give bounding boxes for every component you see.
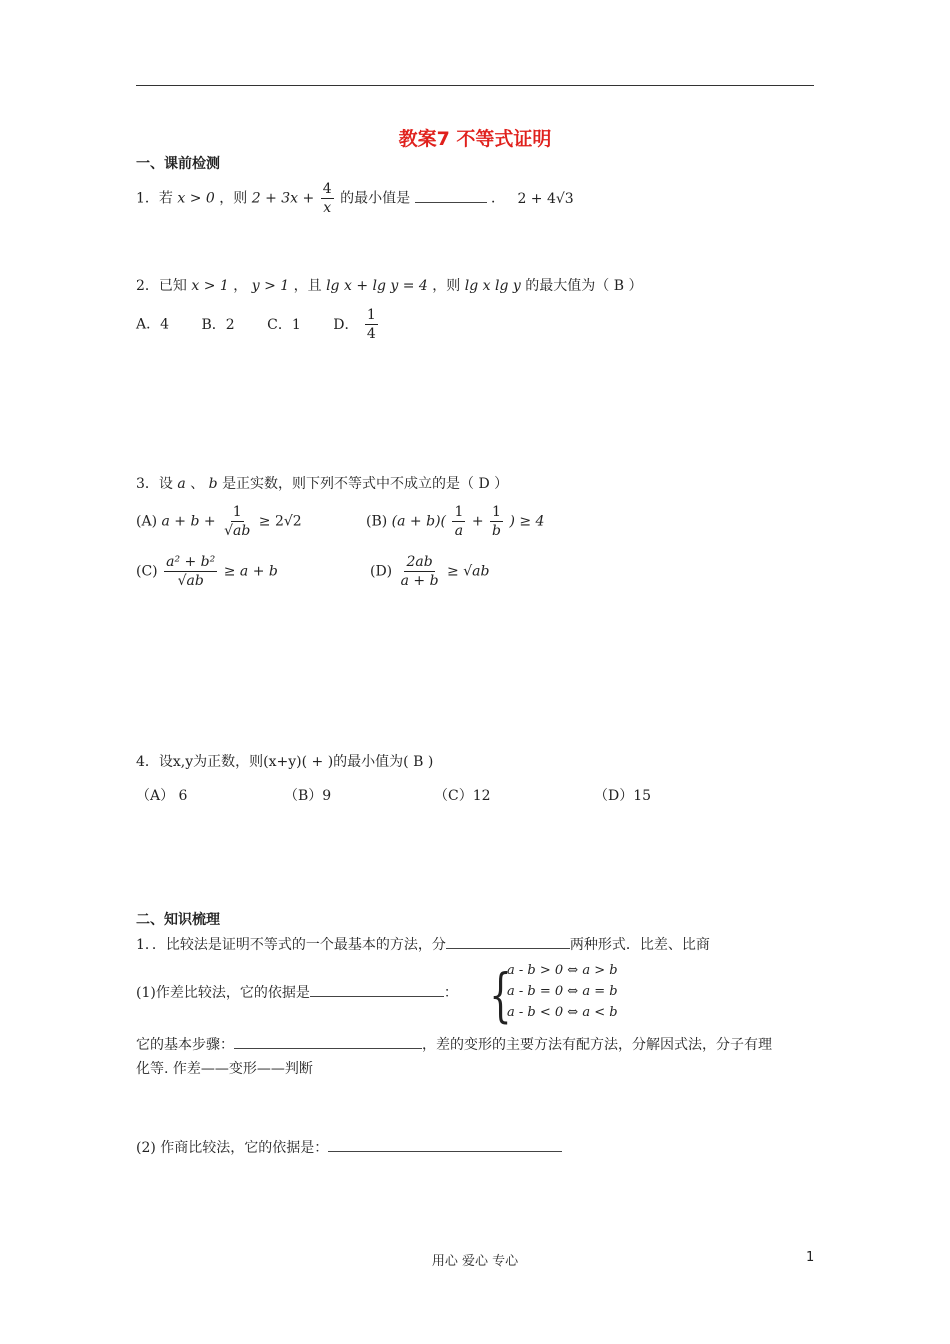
fill-blank[interactable] (234, 1036, 422, 1049)
fraction: $\frac{\text{a² + b²}}{√ab}$ (166, 554, 216, 589)
page-title: 教案7 不等式证明 (398, 128, 552, 150)
system-line-1: a - b > 0 ⇔ a > b (507, 963, 618, 978)
fraction: $\frac{2ab}{a + b}$ (400, 554, 439, 589)
system-line-3: a - b < 0 ⇔ a < b (507, 1005, 618, 1020)
fraction: $\frac{1}{√ab}$ (224, 504, 251, 539)
section-heading-1: 一、课前检测 (136, 156, 220, 172)
fraction: $\frac{4}{x}$ (322, 181, 332, 216)
question-4-option-a: （A） 6 (136, 788, 188, 804)
question-4-option-d: （D）15 (594, 788, 652, 804)
question-4: 4．设x,y为正数，则(x+y)( + )的最小值为( B ) (136, 754, 434, 770)
option-d: D． (333, 316, 359, 333)
option-b: (B) (a + b)( $\frac{1}{a}$ + $\frac{1}{b}$ ) ≥ 4 (366, 504, 545, 539)
answer-blank[interactable] (415, 190, 487, 203)
system-line-2: a - b = 0 ⇔ a = b (507, 984, 618, 999)
option-c: (C) $\frac{\text{a² + b²}}{√ab}$ ≥ a + b (136, 554, 278, 589)
fill-blank[interactable] (310, 984, 444, 997)
section-heading-2: 二、知识梳理 (136, 912, 220, 928)
fraction: $\frac{1}{a}$ (454, 504, 464, 539)
page-footer: 用心 爱心 专心 (431, 1254, 519, 1269)
answer: 2 + 4√3 (517, 190, 574, 207)
fill-blank[interactable] (446, 936, 570, 949)
question-4-option-b: （B）9 (284, 788, 332, 804)
knowledge-line-1: 1．．比较法是证明不等式的一个最基本的方法，分 两种形式．比差、比商 (136, 937, 710, 953)
question-2-options (136, 306, 380, 343)
left-brace: { (489, 961, 512, 1029)
knowledge-line-2: (1)作差比较法，它的依据是 ： (136, 985, 458, 1001)
option-a: (A) a + b + $\frac{1}{√ab}$ ≥ 2√2 (136, 504, 302, 539)
question-3: 3．设 a 、 b 是正实数，则下列不等式中不成立的是（ D ） (136, 476, 509, 492)
option-c: C．1 (267, 316, 301, 333)
knowledge-line-4: 化等. 作差——变形——判断 (136, 1061, 313, 1077)
option-b: B．2 (201, 316, 235, 333)
option-a: A．4 (136, 316, 170, 333)
option-d: (D) $\frac{2ab}{a + b}$ ≥ √ab (370, 554, 490, 589)
page-number: 1 (806, 1250, 815, 1265)
knowledge-line-5: (2) 作商比较法，它的依据是： (136, 1137, 562, 1157)
fraction: $\frac{1}{b}$ (492, 504, 501, 539)
fraction: $\frac{1}{4}$ (366, 307, 376, 342)
question-4-option-c: （C）12 (434, 788, 491, 804)
question-1: 1．若 x > 0 ，则 2 + 3x + $\frac{4}{x}$ 的最小值是 ． 2 + 4√3 (136, 181, 574, 216)
question-2: 2．已知 x > 1 ， y > 1 ，且 lg x + lg y = 4 ，则 lg x lg y 的最大值为（ B ） (136, 278, 643, 294)
header-rule (136, 85, 814, 86)
fill-blank[interactable] (328, 1139, 562, 1152)
knowledge-line-3: 它的基本步骤： ，差的变形的主要方法有配方法，分解因式法，分子有理 (136, 1037, 772, 1053)
